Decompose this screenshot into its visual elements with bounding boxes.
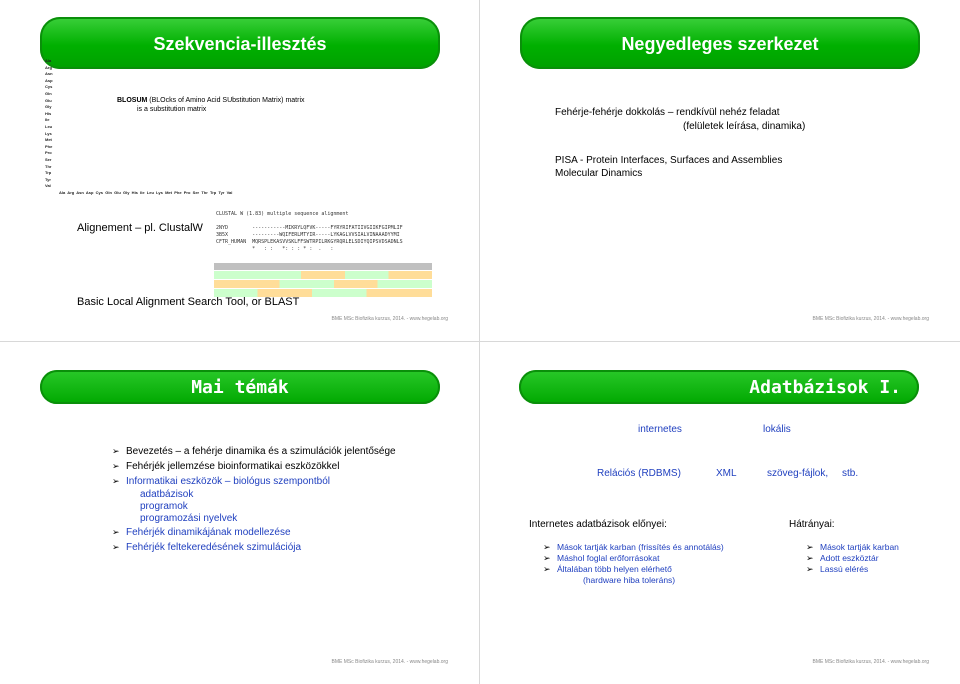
matrix-row <box>45 117 232 124</box>
matrix-row-label: Glu <box>45 97 52 103</box>
matrix-row <box>45 131 232 138</box>
con-item: ➢ Adott eszköztár <box>806 553 879 563</box>
alignment-text: Alignement – pl. ClustalW <box>77 222 203 234</box>
internetes-label: internetes <box>638 424 682 435</box>
matrix-row-label: Gln <box>45 90 52 96</box>
xml-label: XML <box>716 468 737 479</box>
matrix-row <box>45 84 232 91</box>
slide-footer: BME MSc Biofizika kurzus, 2014. - www.hegelab.org <box>331 659 448 665</box>
topic-list <box>112 444 396 555</box>
matrix-row-label: Val <box>45 183 51 189</box>
blosum-bold: BLOSUM <box>117 97 148 104</box>
matrix-row <box>45 164 232 171</box>
matrix-row-label: Ala <box>45 58 52 63</box>
pro-note: (hardware hiba toleráns) <box>583 575 676 585</box>
vertical-divider <box>479 0 480 684</box>
matrix-row <box>45 170 232 177</box>
pro-item: ➢ Mások tartják karban (frissítés és annotálás) <box>543 542 724 552</box>
stb-label: stb. <box>842 468 859 479</box>
matrix-row <box>45 124 232 131</box>
pros-list <box>543 542 724 586</box>
blosum-caption <box>117 96 305 114</box>
pro-item: ➢ Máshol foglal erőforrásokat <box>543 553 660 563</box>
md-line: Molecular Dinamics <box>555 168 643 179</box>
topic-item: ➢ Fehérjék dinamikájának modellezése <box>112 527 291 538</box>
matrix-row-label: Ile <box>45 117 50 123</box>
matrix-row-label: Thr <box>45 163 52 169</box>
matrix-row-label: His <box>45 110 52 116</box>
matrix-row-label: Pro <box>45 150 52 156</box>
blast-text: Basic Local Alignment Search Tool, or BLAST <box>77 296 300 308</box>
matrix-row <box>45 144 232 151</box>
blosum-matrix <box>45 58 232 196</box>
con-item: ➢ Mások tartják karban <box>806 542 899 552</box>
szoveg-label: szöveg-fájlok, <box>767 468 829 479</box>
matrix-col-labels: Ala Arg Asn Asp Cys Gln Glu Gly His Ile Leu Lys Met Phe Pro Ser Thr Trp Tyr Val <box>59 189 233 195</box>
matrix-row <box>45 58 232 65</box>
blosum-line2: is a substitution matrix <box>137 106 207 113</box>
sequence-ruler <box>214 263 432 270</box>
slide-quaternary-structure <box>481 0 959 340</box>
sequence-row-1 <box>214 271 432 279</box>
matrix-row <box>45 71 232 78</box>
matrix-row <box>45 157 232 164</box>
subtopic-item: adatbázisok <box>140 489 194 500</box>
lokalis-label: lokális <box>763 424 791 435</box>
matrix-row-label: Cys <box>45 84 53 90</box>
slide-title: Adatbázisok I. <box>749 377 901 398</box>
matrix-row-label: Asp <box>45 77 53 83</box>
matrix-row-label: Asn <box>45 71 53 77</box>
slide-databases <box>481 343 959 683</box>
matrix-row <box>45 177 232 184</box>
matrix-row-label: Ser <box>45 156 52 162</box>
matrix-row-label: Gly <box>45 104 52 110</box>
slide-topics <box>0 343 478 683</box>
slide-title-banner <box>520 17 920 69</box>
matrix-row-label: Met <box>45 137 52 143</box>
slide-title: Mai témák <box>191 377 289 398</box>
slide-title-banner <box>519 370 919 404</box>
matrix-row <box>45 137 232 144</box>
slide-footer: BME MSc Biofizika kurzus, 2014. - www.hegelab.org <box>812 659 929 665</box>
topic-item: ➢ Bevezetés – a fehérje dinamika és a szimulációk jelentősége <box>112 446 396 457</box>
matrix-row-label: Trp <box>45 170 52 176</box>
slide-title: Szekvencia-illesztés <box>153 34 327 54</box>
subtopic-item: programok <box>140 501 188 512</box>
matrix-row <box>45 150 232 157</box>
slide-title-banner <box>40 370 440 404</box>
docking-line2: (felületek leírása, dinamika) <box>683 121 806 132</box>
matrix-row-label: Phe <box>45 143 53 149</box>
matrix-row-label: Leu <box>45 123 53 129</box>
matrix-row <box>45 78 232 85</box>
matrix-row-label: Lys <box>45 130 52 136</box>
slide-footer: BME MSc Biofizika kurzus, 2014. - www.hegelab.org <box>331 316 448 322</box>
matrix-row-label: Arg <box>45 64 52 70</box>
matrix-row <box>45 65 232 72</box>
sequence-row-2 <box>214 280 432 288</box>
matrix-row-label: Tyr <box>45 176 51 182</box>
slide-title: Negyedleges szerkezet <box>621 34 819 54</box>
blosum-line1: (BLOcks of Amino Acid SUbstitution Matrix) matrix <box>147 97 305 104</box>
subtopic-item: programozási nyelvek <box>140 513 238 524</box>
cons-list <box>806 542 899 575</box>
con-item: ➢ Lassú elérés <box>806 564 869 574</box>
clustal-alignment: CLUSTAL W (1.83) multiple sequence alignment 2NYD -----------MIKRYLQFVK-----FYRYRIFATIIVGIIKFGIPMLIF 3B5X ---------WQIFERLMTYIR-----LYKAGLVVSIALVINAAADYYMI CFTR_HUMAN MQRSPLEKASVVSKLFFSWTRPILRKGYRQRLELSDIYQIPSVDSADNLS * : : *: : : * : . : <box>216 211 403 252</box>
docking-line1: Fehérje-fehérje dokkolás – rendkívül nehéz feladat <box>555 107 780 118</box>
horizontal-divider <box>0 341 960 342</box>
topic-item: ➢ Fehérjék feltekeredésének szimulációja <box>112 542 302 553</box>
hatranyai-heading: Hátrányai: <box>789 519 835 530</box>
pro-item: ➢ Általában több helyen elérhető <box>543 564 672 574</box>
matrix-row <box>45 183 232 190</box>
slide-sequence-alignment <box>0 0 478 340</box>
elonyei-heading: Internetes adatbázisok előnyei: <box>529 519 667 530</box>
pisa-line: PISA - Protein Interfaces, Surfaces and Assemblies <box>555 155 783 166</box>
slide-footer: BME MSc Biofizika kurzus, 2014. - www.hegelab.org <box>812 316 929 322</box>
sequence-viewer <box>214 263 432 297</box>
topic-item: ➢ Fehérjék jellemzése bioinformatikai eszközökkel <box>112 461 340 472</box>
topic-item: ➢ Informatikai eszközök – biológus szempontból <box>112 476 330 487</box>
relacios-label: Relációs (RDBMS) <box>597 468 681 479</box>
